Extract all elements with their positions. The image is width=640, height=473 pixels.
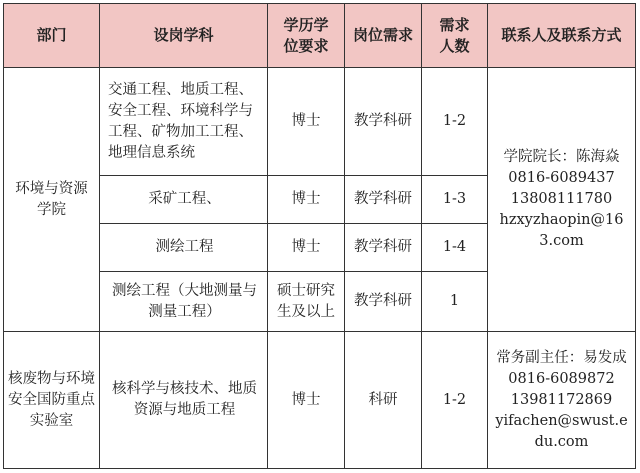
count-cell: 1-2	[422, 68, 488, 176]
contact-mobile: 13981172869	[510, 391, 613, 408]
count-cell: 1-2	[422, 332, 488, 469]
post-cell: 教学科研	[345, 272, 422, 332]
table-row	[4, 332, 636, 469]
contact-phone: 0816-6089872	[508, 370, 615, 387]
header-row	[4, 4, 636, 68]
dept-cell: 核废物与环境安全国防重点实验室	[4, 332, 100, 469]
subject-cell: 采矿工程、	[100, 176, 268, 224]
degree-cell: 硕士研究生及以上	[268, 272, 345, 332]
contact-email: hzxyzhaopin@163.com	[499, 212, 624, 249]
post-cell: 科研	[345, 332, 422, 469]
contact-cell	[488, 68, 636, 332]
degree-cell: 博士	[268, 332, 345, 469]
header-post: 岗位需求	[345, 4, 422, 68]
count-cell: 1-3	[422, 176, 488, 224]
header-subject: 设岗学科	[100, 4, 268, 68]
contact-title: 学院院长：陈海焱	[503, 149, 620, 165]
degree-cell: 博士	[268, 68, 345, 176]
post-cell: 教学科研	[345, 224, 422, 272]
header-degree: 学历学位要求	[268, 4, 345, 68]
contact-email: yifachen@swust.edu.com	[495, 412, 628, 450]
post-cell: 教学科研	[345, 68, 422, 176]
subject-cell: 核科学与核技术、地质资源与地质工程	[100, 332, 268, 469]
count-cell: 1-4	[422, 224, 488, 272]
count-cell: 1	[422, 272, 488, 332]
table-row	[4, 68, 636, 176]
subject-cell: 测绘工程	[100, 224, 268, 272]
degree-cell: 博士	[268, 176, 345, 224]
recruitment-table	[3, 3, 636, 469]
contact-mobile: 13808111780	[510, 191, 613, 207]
degree-cell: 博士	[268, 224, 345, 272]
subject-cell: 交通工程、地质工程、安全工程、环境科学与工程、矿物加工工程、地理信息系统	[100, 68, 268, 176]
header-contact: 联系人及联系方式	[488, 4, 636, 68]
subject-cell: 测绘工程（大地测量与测量工程）	[100, 272, 268, 332]
contact-cell	[488, 332, 636, 469]
contact-phone: 0816-6089437	[508, 170, 615, 186]
contact-title: 常务副主任：易发成	[496, 349, 627, 366]
header-count: 需求人数	[422, 4, 488, 68]
post-cell: 教学科研	[345, 176, 422, 224]
dept-cell: 环境与资源学院	[4, 68, 100, 332]
header-dept: 部门	[4, 4, 100, 68]
